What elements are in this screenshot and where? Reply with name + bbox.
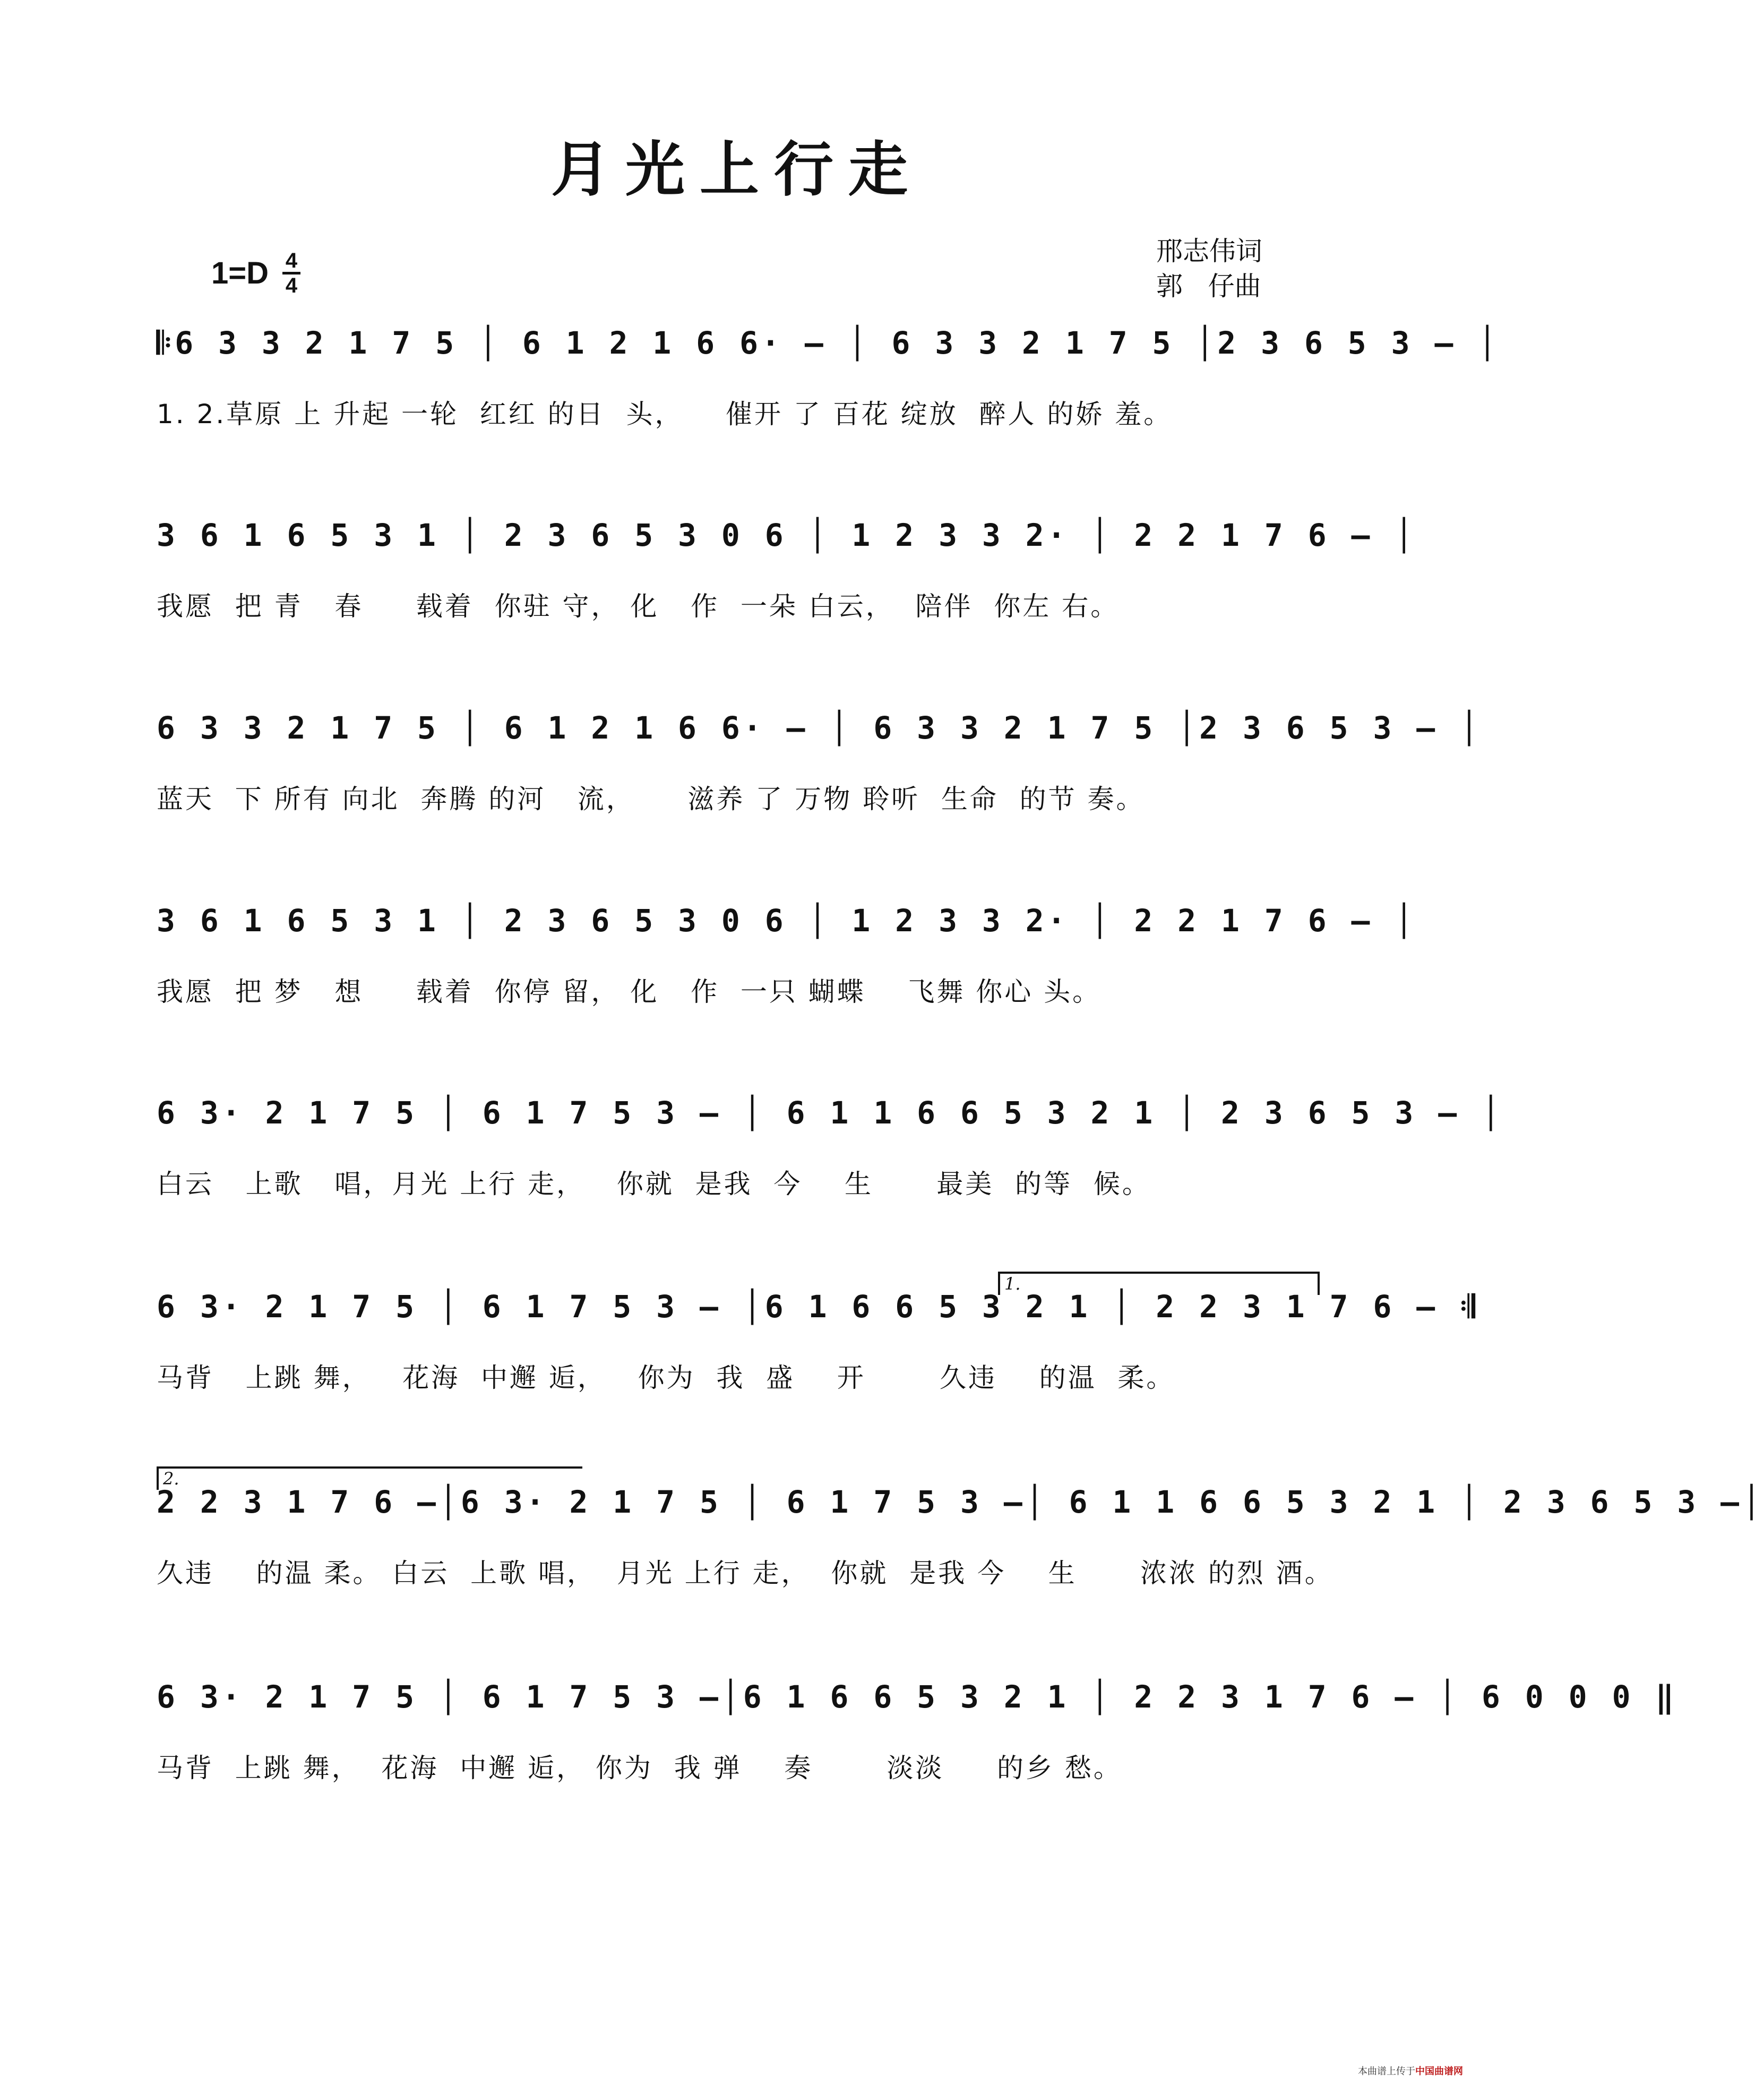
system-1 bbox=[157, 313, 1500, 435]
notes-line: 3 6 1 6 5 3 1 │ 2 3 6 5 3 0 6 │ 1 2 3 3 2· │ 2 2 1 7 6 – │ bbox=[157, 517, 1417, 553]
notes-line: 6 3 3 2 1 7 5 │ 6 1 2 1 6 6· – │ 6 3 3 2 1 7 5 │2 3 6 5 3 – │ bbox=[157, 710, 1482, 746]
system-5 bbox=[157, 1083, 1503, 1205]
notes-line: 3 6 1 6 5 3 1 │ 2 3 6 5 3 0 6 │ 1 2 3 3 2· │ 2 2 1 7 6 – │ bbox=[157, 903, 1417, 939]
key-label: 1=D bbox=[211, 256, 269, 290]
lyric-line: 蓝天 下 所有 向北 奔腾 的河 流， 滋养 了 万物 聆听 生命 的节 奏。 bbox=[157, 784, 1145, 814]
time-signature bbox=[282, 250, 300, 297]
system-2 bbox=[157, 505, 1417, 628]
credits bbox=[1156, 234, 1262, 304]
system-6 bbox=[157, 1277, 1478, 1399]
notes-line: 6 3· 2 1 7 5 │ 6 1 7 5 3 – │ 6 1 1 6 6 5 3 2 1 │ 2 3 6 5 3 – │ bbox=[157, 1095, 1503, 1131]
lyric-line: 白云 上歌 唱，月光 上行 走， 你就 是我 今 生 最美 的等 候。 bbox=[157, 1169, 1151, 1199]
lyric-line: 1. 2.草原 上 升起 一轮 红红 的日 头， 催开 了 百花 绽放 醉人 的娇 羞。 bbox=[157, 399, 1173, 430]
song-title: 月光上行走 bbox=[551, 135, 923, 204]
lyric-line: 马背 上跳 舞， 花海 中邂 逅， 你为 我 盛 开 久违 的温 柔。 bbox=[157, 1362, 1175, 1393]
time-signature-bottom: 4 bbox=[285, 274, 298, 297]
system-3 bbox=[157, 698, 1482, 820]
footer-text: 本曲谱上传于 bbox=[1358, 2066, 1415, 2077]
footer-site: 中国曲谱网 bbox=[1415, 2066, 1463, 2077]
footer-watermark bbox=[1358, 2064, 1463, 2078]
lyricist: 邢志伟词 bbox=[1156, 236, 1262, 267]
lyric-line: 我愿 把 青 春 载着 你驻 守， 化 作 一朵 白云， 陪伴 你左 右。 bbox=[157, 591, 1120, 622]
volta-2-label: 2. bbox=[163, 1469, 179, 1489]
lyric-line: 马背 上跳 舞， 花海 中邂 逅， 你为 我 弹 奏 淡淡 的乡 愁。 bbox=[157, 1753, 1122, 1783]
notes-line: 𝄆6 3 3 2 1 7 5 │ 6 1 2 1 6 6· – │ 6 3 3 2 1 7 5 │2 3 6 5 3 – │ bbox=[157, 325, 1500, 361]
system-7 bbox=[157, 1472, 1764, 1594]
lyric-line: 我愿 把 梦 想 载着 你停 留， 化 作 一只 蝴蝶 飞舞 你心 头。 bbox=[157, 976, 1102, 1007]
key-signature bbox=[211, 250, 300, 297]
lyric-line: 久违 的温 柔。 白云 上歌 唱， 月光 上行 走， 你就 是我 今 生 浓浓 的烈 酒。 bbox=[157, 1558, 1333, 1589]
notes-line: 6 3· 2 1 7 5 │ 6 1 7 5 3 – │6 1 6 6 5 3 2 1 │ 2 2 3 1 7 6 – 𝄇 bbox=[157, 1289, 1478, 1325]
notes-line: 2 2 3 1 7 6 –│6 3· 2 1 7 5 │ 6 1 7 5 3 –│ 6 1 1 6 6 5 3 2 1 │ 2 3 6 5 3 –│ bbox=[157, 1484, 1764, 1520]
system-4 bbox=[157, 891, 1417, 1013]
composer: 郭 仔曲 bbox=[1156, 271, 1261, 302]
time-signature-top: 4 bbox=[285, 249, 298, 272]
system-8 bbox=[157, 1667, 1677, 1789]
notes-line: 6 3· 2 1 7 5 │ 6 1 7 5 3 –│6 1 6 6 5 3 2 1 │ 2 2 3 1 7 6 – │ 6 0 0 0 ‖ bbox=[157, 1679, 1677, 1715]
volta-1-label: 1. bbox=[1004, 1274, 1021, 1294]
